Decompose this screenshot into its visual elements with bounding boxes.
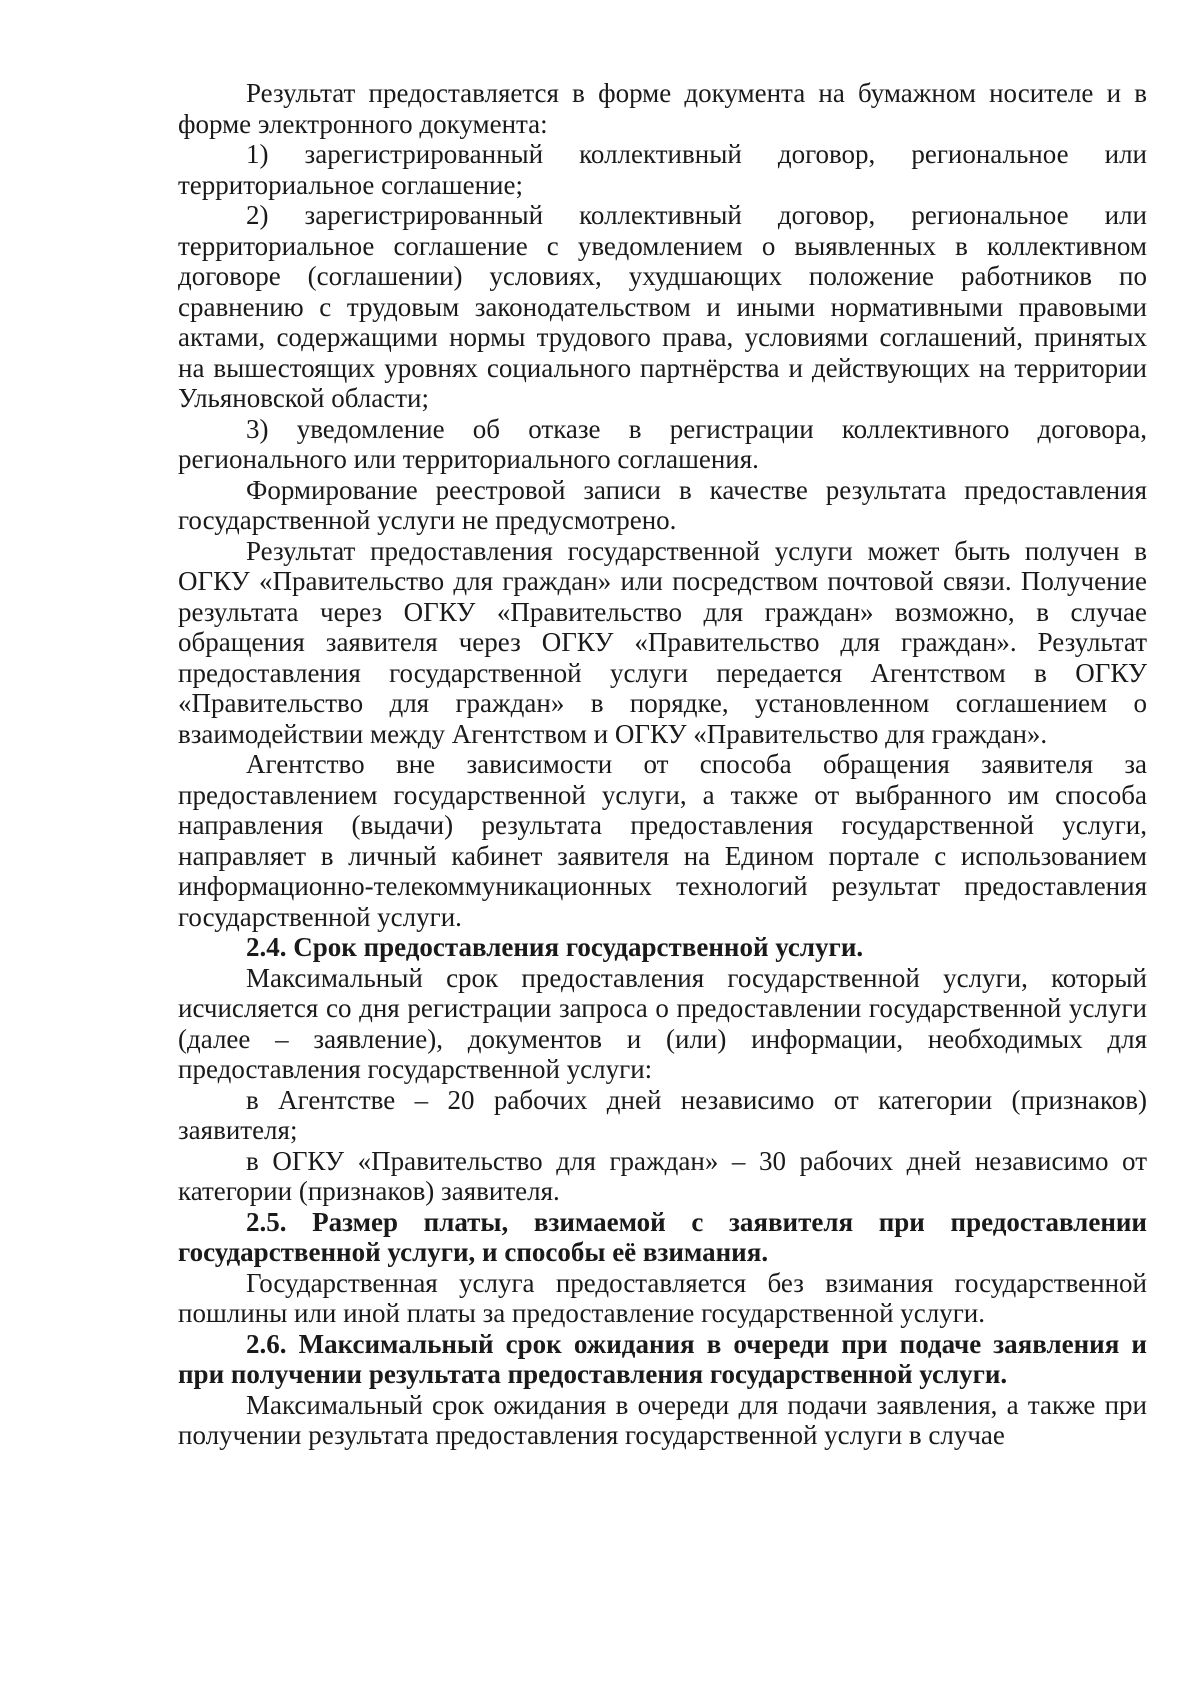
list-item-3: 3) уведомление об отказе в регистрации коллективного договора, регионального или территориального соглашения. [178, 413, 1147, 474]
paragraph-ogku-term: в ОГКУ «Правительство для граждан» – 30 рабочих дней независимо от категории (признаков) заявителя. [178, 1145, 1147, 1206]
paragraph-agency-portal: Агентство вне зависимости от способа обращения заявителя за предоставлением государственной услуги, а также от выбранного им способа направления (выдачи) результата предоставления государственной услуги, направляет в личный кабинет заявителя на Едином портале с использованием информационно-телекоммуникационных технологий результат предоставления государственной услуги. [178, 749, 1147, 932]
paragraph-result-obtaining: Результат предоставления государственной услуги может быть получен в ОГКУ «Правительство для граждан» или посредством почтовой связи. Получение результата через ОГКУ «Правительство для граждан» возможно, в случае обращения заявителя через ОГКУ «Правительство для граждан». Результат предоставления государственной услуги передается Агентством в ОГКУ «Правительство для граждан» в порядке, установленном соглашением о взаимодействии между Агентством и ОГКУ «Правительство для граждан». [178, 535, 1147, 749]
paragraph-result-form: Результат предоставляется в форме документа на бумажном носителе и в форме электронного документа: [178, 78, 1147, 139]
paragraph-fee: Государственная услуга предоставляется без взимания государственной пошлины или иной платы за предоставление государственной услуги. [178, 1267, 1147, 1328]
list-item-2: 2) зарегистрированный коллективный договор, региональное или территориальное соглашение с уведомлением о выявленных в коллективном договоре (соглашении) условиях, ухудшающих положение работников по сравнению с трудовым законодательством и иными нормативными правовыми актами, содержащими нормы трудового права, условиями соглашений, принятых на вышестоящих уровнях социального партнёрства и действующих на территории Ульяновской области; [178, 200, 1147, 413]
paragraph-registry-record: Формирование реестровой записи в качестве результата предоставления государственной услуги не предусмотрено. [178, 474, 1147, 535]
paragraph-queue-time: Максимальный срок ожидания в очереди для подачи заявления, а также при получении результата предоставления государственной услуги в случае [178, 1389, 1147, 1450]
paragraph-max-term: Максимальный срок предоставления государственной услуги, который исчисляется со дня регистрации запроса о предоставлении государственной услуги (далее – заявление), документов и (или) информации, необходимых для предоставления государственной услуги: [178, 962, 1147, 1084]
paragraph-agency-term: в Агентстве – 20 рабочих дней независимо от категории (признаков) заявителя; [178, 1084, 1147, 1145]
section-heading-2-6: 2.6. Максимальный срок ожидания в очереди при подаче заявления и при получении результата предоставления государственной услуги. [178, 1328, 1147, 1389]
section-heading-2-5: 2.5. Размер платы, взимаемой с заявителя при предоставлении государственной услуги, и способы её взимания. [178, 1206, 1147, 1267]
list-item-1: 1) зарегистрированный коллективный договор, региональное или территориальное соглашение; [178, 139, 1147, 200]
section-heading-2-4: 2.4. Срок предоставления государственной услуги. [246, 932, 864, 962]
